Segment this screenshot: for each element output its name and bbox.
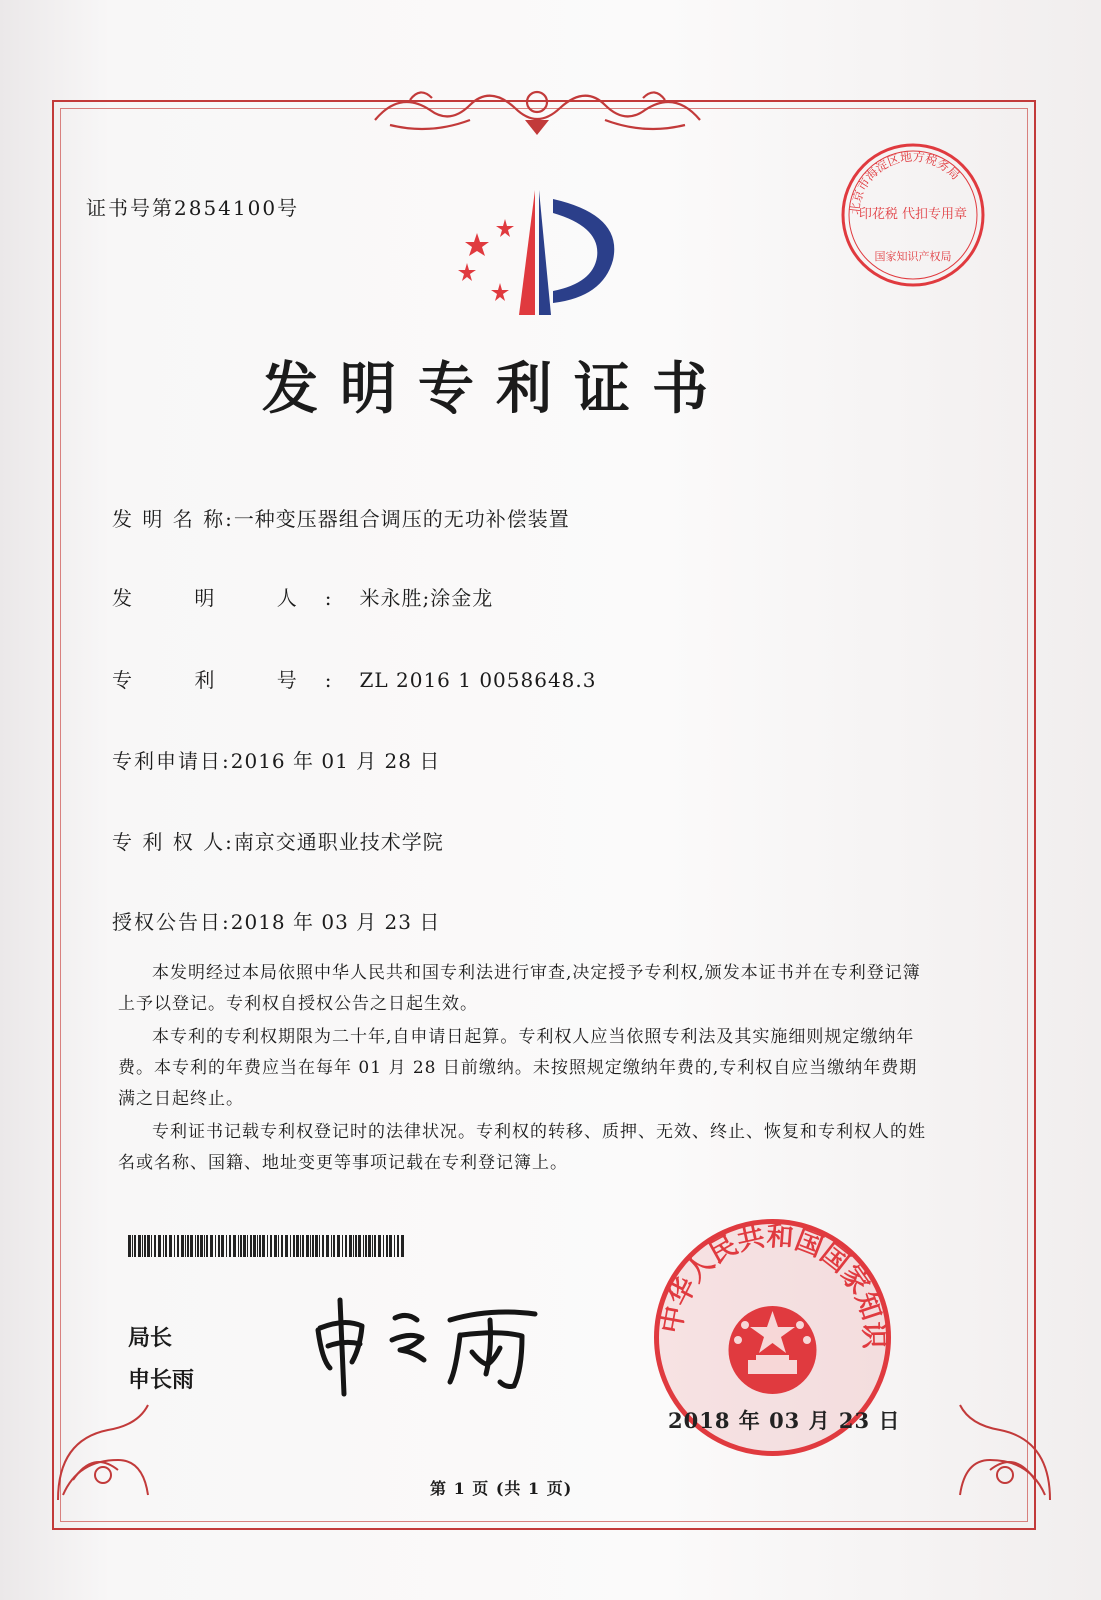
field-patent-number (112, 664, 596, 693)
field-invention-name (112, 503, 570, 532)
body-paragraph: 专利证书记载专利权登记时的法律状况。专利权的转移、质押、无效、终止、恢复和专利权人的姓名或名称、国籍、地址变更等事项记载在专利登记簿上。 (118, 1122, 926, 1173)
body-paragraph: 本专利的专利权期限为二十年,自申请日起算。专利权人应当依照专利法及其实施细则规定缴纳年费。本专利的年费应当在每年 01 月 28 日前缴纳。未按照规定缴纳年费的,专利权自应当缴纳年费期满之日起终止。 (118, 1027, 918, 1109)
field-value: 一种变压器组合调压的无功补偿装置 (233, 507, 570, 531)
corner-ornament-icon (950, 1400, 1060, 1510)
certificate-number: 证书号第2854100号 (86, 196, 300, 220)
field-label: 发 明 名 称: (112, 507, 234, 531)
field-label: 发 明 人: (112, 586, 360, 610)
tax-seal-center-text: 印花税 代扣专用章 (858, 207, 968, 222)
field-value: 米永胜;涂金龙 (359, 586, 494, 610)
field-inventors (112, 582, 493, 611)
field-value: ZL 2016 1 0058648.3 (359, 668, 597, 692)
top-ornament-icon (370, 80, 705, 140)
patent-office-logo-icon (455, 185, 620, 325)
seal-ring-text: 中华人民共和国国家知识 (655, 1220, 889, 1350)
field-grant-date (112, 906, 440, 935)
signatory-name: 申长雨 (128, 1368, 195, 1393)
field-label: 授权公告日: (112, 910, 231, 934)
field-value: 2016 年 01 月 28 日 (230, 749, 441, 773)
certificate-title: 发明专利证书 (262, 356, 730, 422)
tax-seal-ring-text: 北京市海淀区地方税务局 (847, 149, 963, 216)
tax-seal-bottom-text: 国家知识产权局 (874, 250, 952, 263)
seal-date: 2018 年 03 月 23 日 (668, 1408, 901, 1433)
field-label: 专利申请日: (112, 749, 231, 773)
field-label: 专 利 号: (112, 668, 360, 692)
page-number: 第 1 页 (共 1 页) (430, 1479, 573, 1498)
national-emblem-icon (729, 1306, 817, 1394)
signatory-title: 局长 (128, 1326, 173, 1351)
field-value: 2018 年 03 月 23 日 (230, 910, 441, 934)
tax-seal-stamp (838, 140, 988, 290)
field-application-date (112, 745, 440, 774)
body-paragraph: 本发明经过本局依照中华人民共和国专利法进行审查,决定授予专利权,颁发本证书并在专利登记簿上予以登记。专利权自授权公告之日起生效。 (118, 963, 921, 1014)
field-patentee (112, 826, 444, 855)
field-label: 专 利 权 人: (112, 830, 234, 854)
corner-ornament-icon (48, 1400, 158, 1510)
field-value: 南京交通职业技术学院 (233, 830, 444, 854)
handwritten-signature (300, 1290, 550, 1400)
barcode-icon (128, 1235, 408, 1257)
